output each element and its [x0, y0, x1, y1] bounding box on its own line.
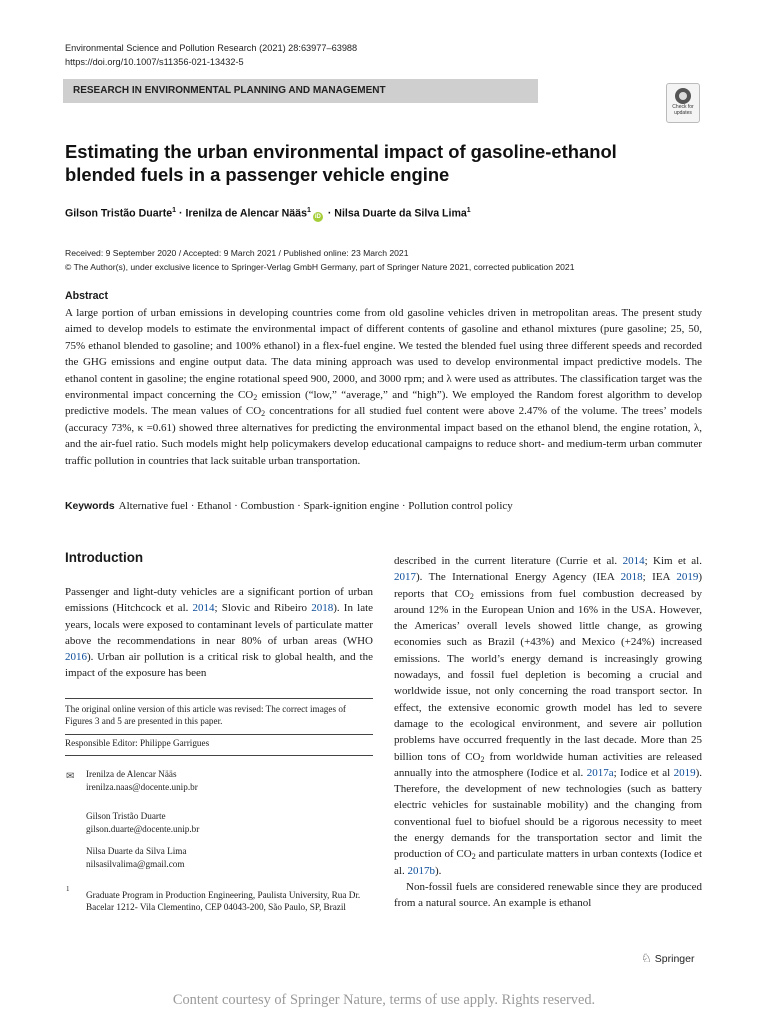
left-column-text: Passenger and light-duty vehicles are a significant portion of urban emissions (Hitchcock et al. 2014; Slovic and Ribeiro 2018). In late years, locals were exposed to contaminant levels of particulate matter above the recommendations in near 80% of urban areas (WHO 2016). Urban air pollution is a critical risk to global health, and the impact of the exposure has been	[65, 586, 374, 680]
corresponding-author	[86, 768, 198, 793]
crossmark-icon	[675, 88, 691, 104]
affiliation-marker: 1	[466, 207, 471, 214]
affiliation-text: Graduate Program in Production Engineering, Paulista University, Rua Dr. Bacelar 1212- Vila Clementino, CEP 04043-200, São Paulo, SP, Brazil	[86, 890, 361, 913]
author-name[interactable]: Gilson Tristão Duarte	[65, 207, 173, 220]
title-line-1: Estimating the urban environmental impact of gasoline-ethanol	[65, 141, 617, 162]
contact-name: Nilsa Duarte da Silva Lima	[86, 846, 187, 856]
citation-link[interactable]: 2017b	[407, 864, 435, 877]
citation-link[interactable]: 2017a	[586, 766, 614, 779]
keywords-label: Keywords	[65, 501, 115, 512]
author-separator: ·	[324, 207, 335, 220]
citation-link[interactable]: 2014	[192, 602, 215, 615]
citation-link[interactable]: 2014	[622, 555, 645, 567]
author-separator: ·	[176, 207, 186, 220]
citation-link[interactable]: 2017	[394, 571, 416, 584]
publication-dates: Received: 9 September 2020 / Accepted: 9 March 2021 / Published online: 23 March 2021	[65, 248, 409, 258]
contact-name: Irenilza de Alencar Nääs	[86, 769, 177, 779]
envelope-icon: ✉	[66, 771, 75, 782]
article-category: RESEARCH IN ENVIRONMENTAL PLANNING AND MANAGEMENT	[63, 79, 538, 103]
contact-email[interactable]: irenilza.naas@docente.unip.br	[86, 781, 198, 792]
springer-horse-icon: ♘	[641, 951, 652, 965]
section-heading-introduction: Introduction	[65, 550, 144, 565]
footnote-divider	[65, 734, 373, 735]
courtesy-watermark: Content courtesy of Springer Nature, terms of use apply. Rights reserved.	[172, 992, 596, 1008]
contact-block	[86, 810, 199, 835]
article-title	[65, 140, 665, 186]
author-name[interactable]: Irenilza de Alencar Nääs	[185, 207, 307, 220]
affiliation-number: 1	[66, 885, 70, 893]
affiliation-marker: 1	[306, 207, 311, 214]
publisher-logo	[641, 951, 694, 965]
footnote-divider	[65, 755, 373, 756]
check-for-updates-badge[interactable]	[666, 83, 700, 123]
right-column-text: described in the current literature (Currie et al. 2014; Kim et al. 2017). The International Energy Agency (IEA 2018; IEA 2019) reports that $CO_2$ emissions from fuel combustion decreased by around 12% in the European Union and 16% in the USA. However, the Americas’ overall levels showed little change, as growing economies such as Brazil (+43%) and Mexico (+24%) increased emissions. The world’s energy demand is increasingly growing nowadays, and fossil fuel depletion is becoming a crucial and worldwide issue, not only concerning the road transport sector. In effect, the extensive economic growth model has led to severe damage to the ecological environment, and severe air pollution problems have occurred frequently in the last decade. More than 25 billion tons of $CO_2$ from worldwide human activities are released annually into the atmosphere (Iodice et al. 2017a; Iodice et al 2019). Therefore, the development of new technologies (such as battery electric vehicles for sustainable mobility) and the changing from conventional fuel to biofuel should be a rigorous necessity to meet the energy demands for the transportation sector and limit the production of $CO_2$ and particulate matters in urban contexts (Iodice et al. 2017b). Non-fossil fuels are considered renewable since they are produced from a natural source. An example is ethanol	[394, 553, 702, 912]
journal-citation: Environmental Science and Pollution Research (2021) 28:63977–63988	[65, 43, 358, 53]
citation-link[interactable]: 2016	[65, 651, 87, 664]
contact-block	[86, 845, 187, 870]
revision-note: The original online version of this article was revised: The correct images of Figures 3 and 5 are presented in this paper.	[65, 704, 346, 726]
doi-link[interactable]: https://doi.org/10.1007/s11356-021-13432-5	[65, 57, 244, 67]
author-list	[65, 207, 471, 222]
keywords-list: Alternative fuel · Ethanol · Combustion · Spark-ignition engine · Pollution control policy	[118, 500, 513, 512]
crossmark-line1: Check for	[672, 104, 694, 110]
abstract-heading: Abstract	[65, 290, 108, 302]
responsible-editor: Responsible Editor: Philippe Garrigues	[65, 738, 210, 748]
contact-email[interactable]: nilsasilvalima@gmail.com	[86, 858, 185, 869]
affiliation-marker: 1	[172, 207, 177, 214]
crossmark-line2: updates	[674, 109, 692, 116]
contact-email[interactable]: gilson.duarte@docente.unip.br	[86, 823, 200, 834]
paragraph: Non-fossil fuels are considered renewable since they are produced from a natural source. An example is ethanol	[394, 880, 702, 910]
citation-link[interactable]: 2019	[673, 766, 696, 779]
citation-link[interactable]: 2019	[676, 571, 699, 584]
copyright-notice: © The Author(s), under exclusive licence to Springer-Verlag GmbH Germany, part of Springer Nature 2021, corrected publication 2021	[65, 262, 575, 272]
keywords	[65, 500, 513, 512]
title-line-2: blended fuels in a passenger vehicle engine	[65, 164, 450, 185]
citation-link[interactable]: 2018	[620, 571, 643, 584]
publisher-name: Springer	[654, 953, 695, 965]
author-name[interactable]: Nilsa Duarte da Silva Lima	[334, 207, 467, 220]
orcid-icon[interactable]: iD	[314, 213, 321, 220]
footnote-divider	[65, 698, 373, 699]
citation-link[interactable]: 2018	[311, 602, 334, 615]
contact-name: Gilson Tristão Duarte	[86, 811, 166, 821]
abstract-text: A large portion of urban emissions in developing countries come from old gasoline vehicles driven in metropolitan areas. The present study aimed to develop models to estimate the environmental impact of different contents of gasoline and ethanol mixtures (pure gasoline; 25, 50, 75% ethanol blended to gasoline; and 100% ethanol) in a flex-fuel engine. We tested the blended fuel using three different speeds and recorded the GHG emissions and engine output data. The data mining approach was used to develop environmental impact predictive models. The ethanol content in gasoline; the engine rotational speed 900, 2000, and 3000 rpm; and λ were used as attributes. The classification target was the environmental impact concerning the $CO_2$ emission (“low,” “average,” and “high”). We employed the Random forest algorithm to develop predictive models. The mean values of $CO_2$ concentrations for all studied fuel content were above 2.47% of the volume. The trees’ models (accuracy 73%, κ =0.61) showed three alternatives for predicting the environmental impact based on the ethanol blend, the engine rotation, λ, and the air-fuel ratio. Such models might help policymakers develop educational campaigns to reduce short- and medium-term urban commuter traffic pollution in countries that lack suitable urban transportation.	[65, 307, 702, 467]
